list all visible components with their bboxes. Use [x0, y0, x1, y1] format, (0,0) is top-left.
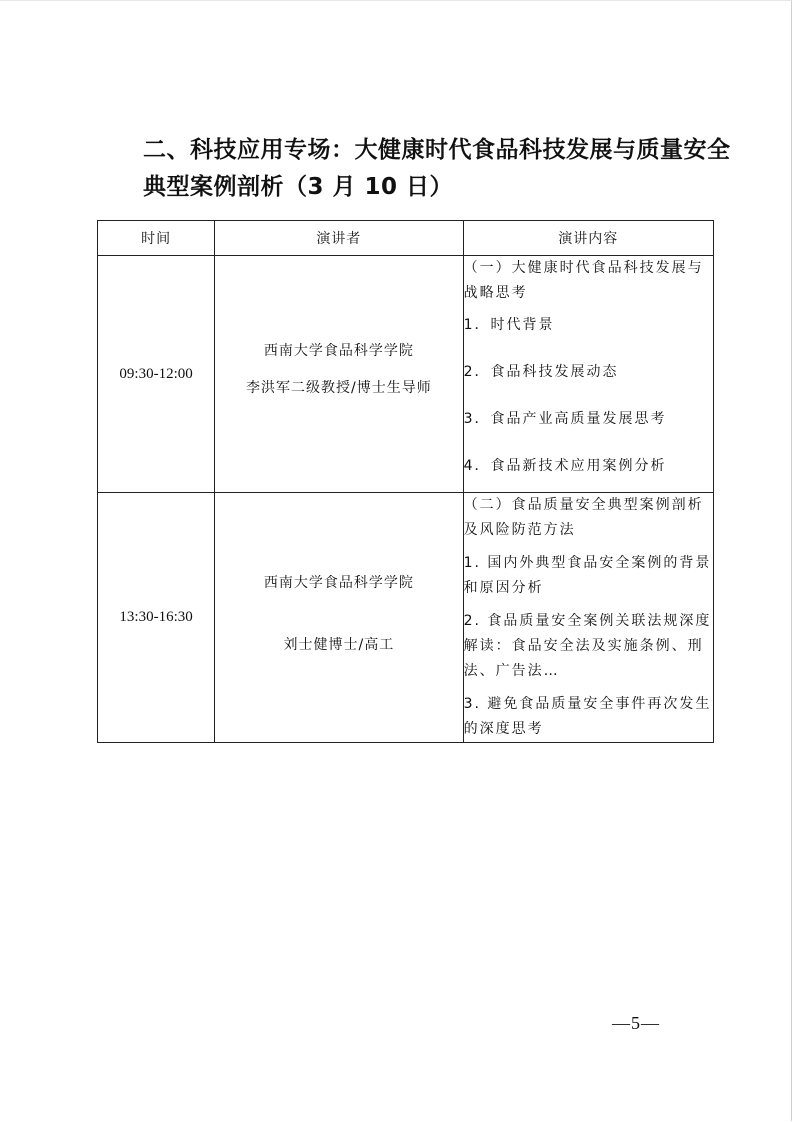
- speaker-name-title: 李洪军二级教授/博士生导师: [246, 379, 432, 396]
- content-item: 4．食品新技术应用案例分析: [463, 458, 667, 474]
- session-time: 13:30-16:30: [98, 493, 215, 743]
- header-content: 演讲内容: [463, 221, 713, 256]
- content-item: 1．时代背景: [463, 317, 555, 333]
- session-time: 09:30-12:00: [98, 256, 215, 493]
- header-speaker: 演讲者: [215, 221, 463, 256]
- section-heading: [143, 132, 731, 206]
- content-title: （二）食品质量安全典型案例剖析及风险防范方法: [463, 497, 704, 538]
- table-header-row: [98, 221, 714, 256]
- page-number: —5—: [612, 1013, 660, 1033]
- speaker-affiliation: 西南大学食品科学学院: [263, 342, 414, 359]
- content-item: 3．食品产业高质量发展思考: [463, 411, 667, 427]
- session-content: [463, 493, 713, 743]
- speaker-name-title: 刘士健博士/高工: [283, 636, 395, 653]
- heading-line-1: 二、科技应用专场：大健康时代食品科技发展与质量安全: [143, 137, 731, 163]
- content-title: （一）大健康时代食品科技发展与战略思考: [463, 260, 704, 301]
- table-row: [98, 493, 714, 743]
- speaker-affiliation: 西南大学食品科学学院: [263, 574, 414, 591]
- content-item: 1. 国内外典型食品安全案例的背景和原因分析: [463, 555, 712, 596]
- content-item: 3. 避免食品质量安全事件再次发生的深度思考: [463, 696, 712, 737]
- heading-line-2: 典型案例剖析（3 月 10 日）: [143, 174, 454, 200]
- session-speaker: [215, 256, 463, 493]
- schedule-table: [97, 220, 714, 743]
- session-content: [463, 256, 713, 493]
- header-time: 时间: [98, 221, 215, 256]
- content-item: 2．食品科技发展动态: [463, 364, 619, 380]
- table-row: [98, 256, 714, 493]
- session-speaker: [215, 493, 463, 743]
- content-item: 2. 食品质量安全案例关联法规深度解读：食品安全法及实施条例、刑法、广告法…: [463, 613, 712, 679]
